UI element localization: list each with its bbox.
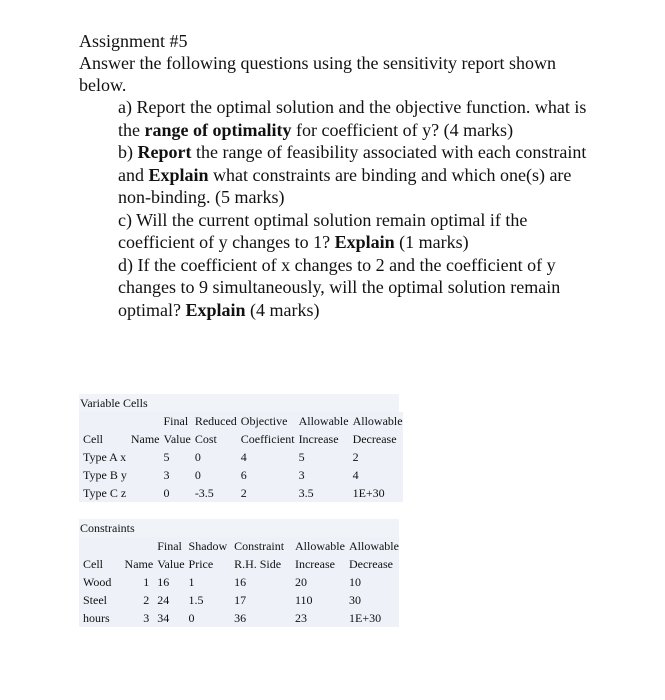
table-cell: 1 (143, 575, 150, 589)
header-cell (127, 412, 160, 430)
table-cell: 5 (298, 450, 305, 464)
text-segment: (4 marks) (245, 299, 320, 320)
text-segment: what constraints are binding and which one(s) are non-binding. (5 marks) (118, 164, 572, 207)
section-gap (79, 502, 399, 519)
table-row (79, 484, 403, 502)
table-cell: 0 (163, 486, 170, 500)
table-cell: 3.5 (298, 486, 314, 500)
header-cell: Allowable (352, 414, 403, 428)
table-cell: 30 (348, 593, 361, 607)
question-list (118, 96, 599, 321)
text-segment: the range of feasibility associated with each constraint and (118, 142, 587, 185)
table-cell: 0 (194, 450, 201, 464)
table-cell: -3.5 (194, 486, 214, 500)
table-cell (127, 466, 160, 484)
variable-cells-table (79, 412, 403, 502)
table-cell: 3 (298, 468, 305, 482)
table-cell: 5 (163, 450, 170, 464)
table-cell: 24 (157, 593, 170, 607)
cell-var: y (120, 468, 127, 482)
table-cell: 10 (348, 575, 361, 589)
table-cell: 16 (157, 575, 170, 589)
table-cell: 2 (240, 486, 247, 500)
header-cell: Shadow (188, 539, 228, 553)
header-cell: Increase (294, 557, 335, 571)
cell-var: z (120, 486, 127, 500)
header-cell: Name (124, 557, 154, 571)
table-cell: 20 (294, 575, 307, 589)
assignment-title: Assignment #5 (79, 31, 188, 51)
header-cell: Final (163, 414, 189, 428)
table-cell: 4 (352, 468, 359, 482)
constraints-table (79, 537, 399, 627)
header-cell: Objective (240, 414, 288, 428)
header-cell: Increase (298, 432, 339, 446)
table-cell: hours (83, 611, 110, 625)
question-b (118, 141, 599, 209)
header-cell: Reduced (194, 414, 237, 428)
sensitivity-report (79, 394, 403, 627)
header-cell: Allowable (294, 539, 345, 553)
assignment-intro: Answer the following questions using the sensitivity report shown below. (79, 53, 556, 95)
bold-segment: Explain (148, 164, 209, 185)
table-cell: 23 (294, 611, 307, 625)
header-cell: Constraint (234, 539, 285, 553)
table-cell (79, 466, 127, 484)
header-cell: Decrease (348, 557, 393, 571)
header-row (79, 412, 403, 430)
table-cell: 2 (143, 593, 150, 607)
table-cell: 1E+30 (352, 486, 385, 500)
table-cell: 34 (157, 611, 170, 625)
table-cell: 2 (352, 450, 359, 464)
header-row (79, 430, 403, 448)
table-cell: 3 (163, 468, 170, 482)
table-cell: 16 (234, 575, 247, 589)
table-cell: 4 (240, 450, 247, 464)
header-cell (121, 537, 154, 555)
bold-segment: Report (137, 142, 192, 162)
header-cell: Value (163, 432, 191, 446)
header-cell: Cost (194, 432, 217, 446)
header-cell: Cell (83, 557, 103, 571)
table-row (79, 448, 403, 466)
bold-segment: Explain (334, 232, 395, 252)
assignment-text (79, 30, 599, 321)
table-row (79, 466, 403, 484)
header-cell: Name (130, 432, 160, 446)
header-cell: Decrease (352, 432, 397, 446)
table-cell: Wood (83, 575, 112, 589)
question-c (118, 209, 599, 254)
table-cell: Steel (83, 593, 107, 607)
table-cell: 110 (294, 593, 313, 607)
header-cell: Value (157, 557, 185, 571)
cell-var: x (120, 450, 127, 464)
text-segment: d) If the coefficient of x changes to 2 and the coefficient of y changes to 9 simultaneously, will the optimal solution remain optimal? (118, 254, 561, 320)
text-segment: (1 marks) (394, 232, 469, 252)
question-a (118, 96, 599, 141)
table-cell: 1E+30 (348, 611, 382, 625)
text-segment: c) Will the current optimal solution remain optimal if the coefficient of y changes to 1? (118, 209, 528, 252)
table-cell: 0 (188, 611, 195, 625)
table-cell: 0 (194, 468, 201, 482)
table-cell (127, 448, 160, 466)
cell-name: Type C (83, 486, 118, 500)
question-d (118, 254, 599, 322)
table-cell: 1.5 (188, 593, 204, 607)
constraints-heading: Constraints (79, 519, 399, 537)
header-cell: Price (188, 557, 214, 571)
text-segment: for coefficient of y? (4 marks) (291, 119, 514, 140)
header-cell: Allowable (348, 539, 399, 553)
header-cell: Coefficient (240, 432, 295, 446)
header-cell (79, 537, 121, 555)
table-cell (79, 484, 127, 502)
header-cell (79, 412, 127, 430)
header-cell: Final (157, 539, 182, 553)
table-cell (127, 484, 160, 502)
text-segment: b) (118, 142, 138, 162)
table-row (79, 609, 399, 627)
header-cell: R.H. Side (234, 557, 282, 571)
table-cell: 1 (188, 575, 195, 589)
table-cell: 17 (234, 593, 247, 607)
table-cell (79, 448, 127, 466)
table-cell: 6 (240, 468, 247, 482)
variable-cells-heading: Variable Cells (79, 394, 399, 412)
bold-segment: range of optimality (144, 119, 292, 140)
header-cell: Cell (83, 432, 103, 446)
table-cell: 3 (143, 611, 150, 625)
header-row (79, 537, 399, 555)
table-row (79, 573, 399, 591)
cell-name: Type A (83, 450, 118, 464)
table-cell: 36 (234, 611, 247, 625)
cell-name: Type B (83, 468, 118, 482)
bold-segment: Explain (185, 299, 246, 320)
header-row (79, 555, 399, 573)
header-cell: Allowable (298, 414, 349, 428)
table-row (79, 591, 399, 609)
text-segment: a) Report the optimal solution and the objective function. what is the (118, 97, 587, 140)
